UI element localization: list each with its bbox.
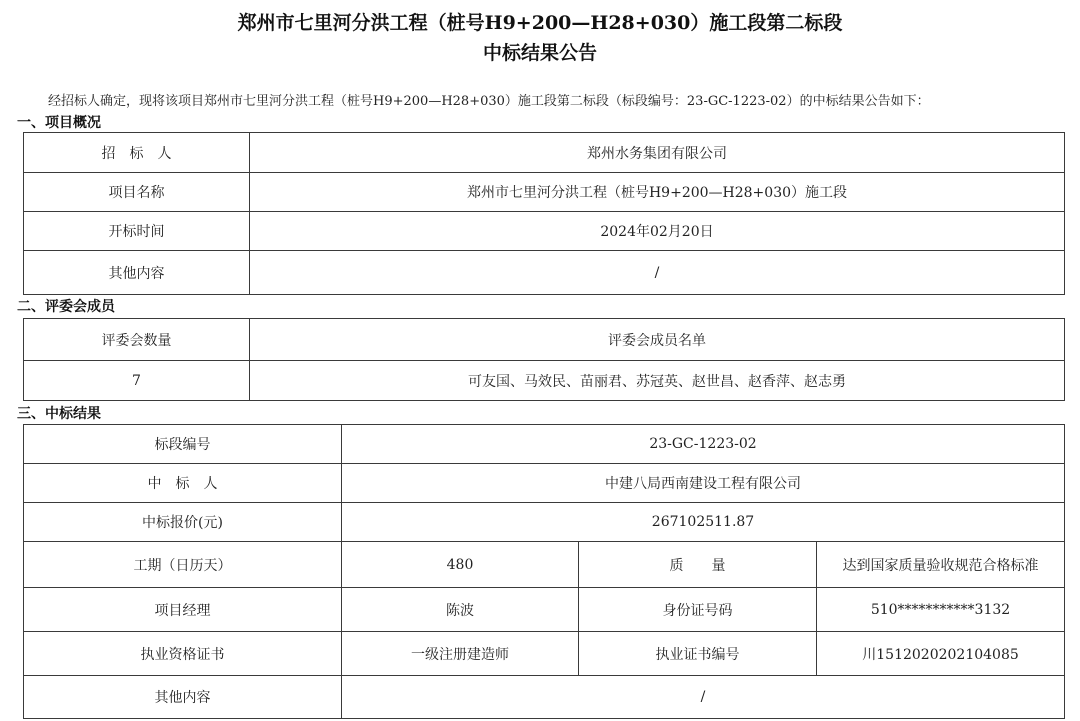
winner-label: 中 标 人 <box>24 464 342 503</box>
project-manager-value: 陈波 <box>342 588 579 632</box>
section-heading-result: 三、中标结果 <box>17 406 101 422</box>
section-no-label: 标段编号 <box>24 425 342 464</box>
other-content-value: / <box>250 251 1065 295</box>
section-heading-committee: 二、评委会成员 <box>17 299 115 315</box>
duration-label: 工期（日历天） <box>24 542 342 588</box>
id-number-value: 510***********3132 <box>817 588 1065 632</box>
certificate-value: 一级注册建造师 <box>342 632 579 676</box>
project-overview-table <box>23 132 1065 295</box>
table-row <box>24 173 1065 212</box>
quality-value: 达到国家质量验收规范合格标准 <box>817 542 1065 588</box>
table-row <box>24 212 1065 251</box>
section-heading-overview: 一、项目概况 <box>17 115 101 131</box>
result-other-value: / <box>342 676 1065 719</box>
certificate-label: 执业资格证书 <box>24 632 342 676</box>
tenderer-value: 郑州水务集团有限公司 <box>250 133 1065 173</box>
table-row <box>24 425 1065 464</box>
notice-title: 郑州市七里河分洪工程（桩号H9+200—H28+030）施工段第二标段 <box>237 12 843 34</box>
winner-value: 中建八局西南建设工程有限公司 <box>342 464 1065 503</box>
quality-label: 质 量 <box>579 542 817 588</box>
table-row <box>24 361 1065 401</box>
opening-time-value: 2024年02月20日 <box>250 212 1065 251</box>
table-row <box>24 588 1065 632</box>
certificate-no-label: 执业证书编号 <box>579 632 817 676</box>
table-row <box>24 133 1065 173</box>
duration-value: 480 <box>342 542 579 588</box>
intro-paragraph: 经招标人确定，现将该项目郑州市七里河分洪工程（桩号H9+200—H28+030）施工段第二标段（标段编号：23-GC-1223-02）的中标结果公告如下： <box>48 94 930 109</box>
id-number-label: 身份证号码 <box>579 588 817 632</box>
section-no-value: 23-GC-1223-02 <box>342 425 1065 464</box>
committee-names-header: 评委会成员名单 <box>250 319 1065 361</box>
table-row <box>24 464 1065 503</box>
tenderer-label: 招 标 人 <box>24 133 250 173</box>
table-row <box>24 632 1065 676</box>
table-row <box>24 319 1065 361</box>
certificate-no-value: 川1512020202104085 <box>817 632 1065 676</box>
opening-time-label: 开标时间 <box>24 212 250 251</box>
committee-names: 可友国、马效民、苗丽君、苏冠英、赵世昌、赵香萍、赵志勇 <box>250 361 1065 401</box>
project-name-value: 郑州市七里河分洪工程（桩号H9+200—H28+030）施工段 <box>250 173 1065 212</box>
project-name-label: 项目名称 <box>24 173 250 212</box>
bid-price-label: 中标报价(元) <box>24 503 342 542</box>
bid-price-value: 267102511.87 <box>342 503 1065 542</box>
notice-subtitle: 中标结果公告 <box>482 42 597 64</box>
result-other-label: 其他内容 <box>24 676 342 719</box>
committee-count: 7 <box>24 361 250 401</box>
table-row <box>24 542 1065 588</box>
table-row <box>24 251 1065 295</box>
committee-count-header: 评委会数量 <box>24 319 250 361</box>
table-row <box>24 676 1065 719</box>
table-row <box>24 503 1065 542</box>
project-manager-label: 项目经理 <box>24 588 342 632</box>
award-result-table <box>23 424 1065 719</box>
committee-table <box>23 318 1065 401</box>
other-content-label: 其他内容 <box>24 251 250 295</box>
